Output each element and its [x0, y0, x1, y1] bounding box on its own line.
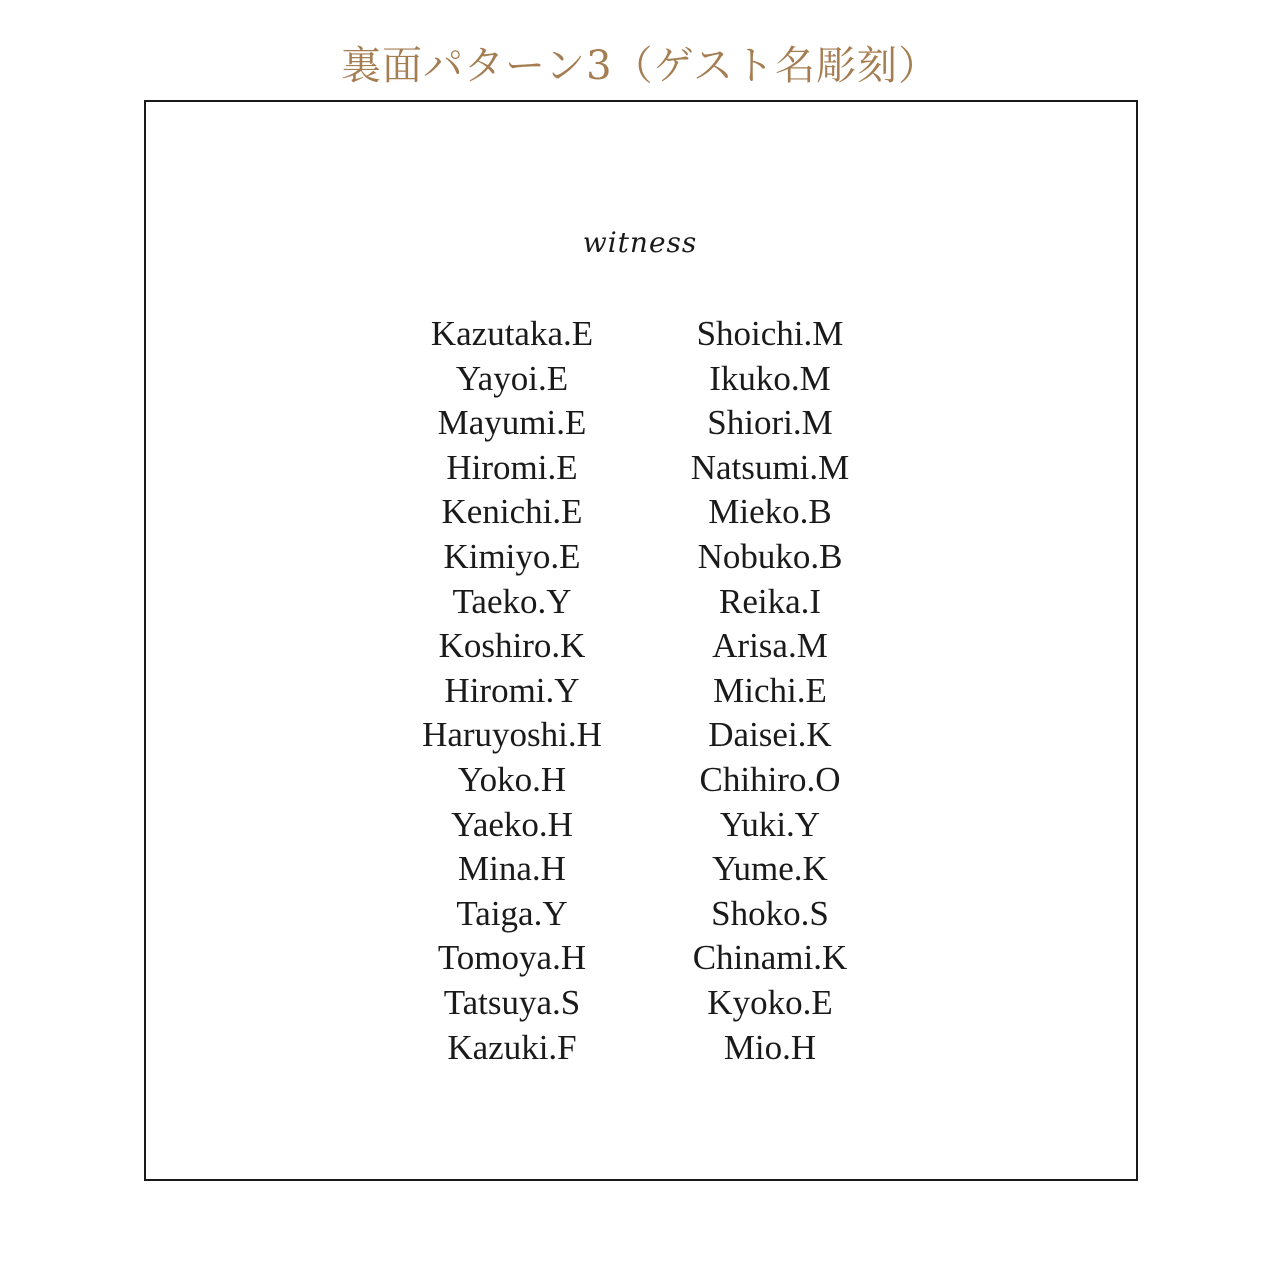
name-item: Yuki.Y [719, 804, 821, 844]
name-item: Kazuki.F [447, 1027, 577, 1067]
name-item: Arisa.M [712, 626, 828, 666]
name-item: Daisei.K [708, 715, 832, 755]
name-item: Taeko.Y [452, 581, 572, 621]
name-item: Haruyoshi.H [422, 715, 602, 755]
name-item: Yayoi.E [455, 358, 569, 398]
name-item: Hiromi.E [446, 447, 578, 487]
name-item: Shoko.S [711, 893, 829, 933]
name-item: Kazutaka.E [430, 314, 594, 353]
name-item: Yume.K [712, 849, 828, 889]
name-item: Ikuko.M [709, 358, 831, 398]
name-item: Kimiyo.E [443, 536, 581, 576]
names-column-right [620, 312, 920, 1070]
name-item: Tatsuya.S [443, 982, 581, 1022]
name-item: Hiromi.Y [444, 670, 580, 710]
page-title: 裏面パターン3（ゲスト名彫刻） [340, 43, 940, 89]
name-item: Chinami.K [692, 938, 848, 978]
name-item: Kenichi.E [441, 492, 583, 532]
name-item: Mio.H [723, 1027, 817, 1067]
witness-heading: witness [582, 226, 698, 259]
name-item: Mieko.B [708, 492, 832, 532]
name-item: Shiori.M [707, 403, 833, 443]
name-item: Chihiro.O [699, 759, 841, 799]
name-item: Yaeko.H [451, 804, 573, 844]
name-item: Koshiro.K [438, 626, 586, 666]
name-item: Natsumi.M [690, 447, 850, 487]
name-item: Tomoya.H [437, 938, 587, 978]
name-item: Shoichi.M [696, 314, 844, 353]
names-column-left [362, 312, 662, 1070]
name-item: Yoko.H [457, 759, 567, 799]
name-item: Reika.I [718, 581, 822, 621]
name-item: Mayumi.E [437, 403, 587, 443]
name-item: Nobuko.B [697, 536, 843, 576]
name-item: Michi.E [713, 670, 827, 710]
name-item: Taiga.Y [456, 893, 568, 933]
name-item: Mina.H [458, 849, 566, 889]
name-item: Kyoko.E [707, 982, 833, 1022]
